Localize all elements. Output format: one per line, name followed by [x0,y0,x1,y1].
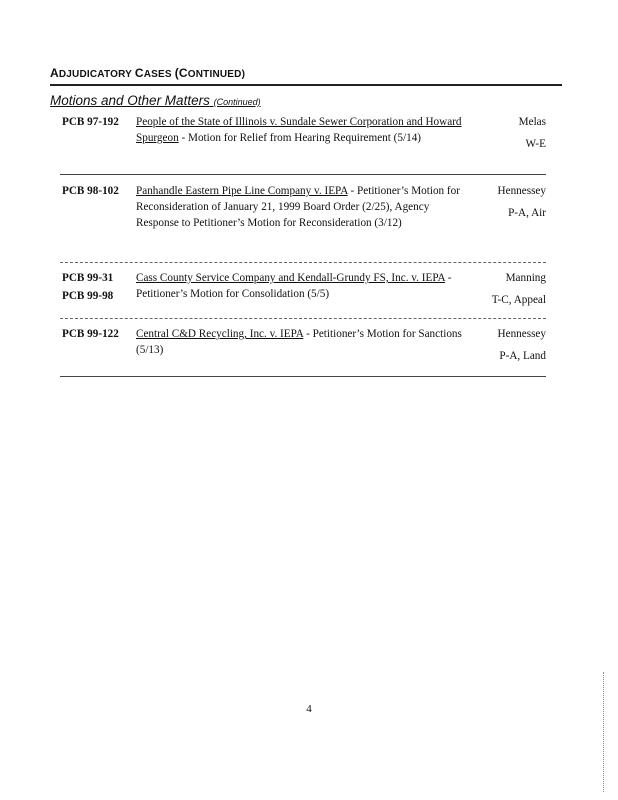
page-number: 4 [306,703,312,715]
hearing-officer: Melas [518,116,546,128]
header-letter-c: C [134,66,144,80]
case-numbers [62,270,132,306]
hearing-officer: Manning [505,272,546,284]
header-rule [50,84,562,86]
section-title [50,93,261,108]
header-text-2: ASES [143,69,175,80]
case-separator [60,318,546,319]
case-description [136,270,472,302]
case-numbers [62,114,132,132]
case-numbers [62,326,132,344]
case-description [136,183,472,231]
case-motion: - Motion for Relief from Hearing Requirement (5/14) [178,132,422,144]
hearing-officer: Hennessey [497,328,546,340]
case-motion: - Petitioner’s Motion for Reconsideration of January 21, 1999 Board Order (2/25), Agency Response to Petitioner’s Motion for Reconsideration (3/12) [136,185,460,229]
case-motion: - Petitioner’s Motion for Consolidation (5/5) [136,272,452,300]
header-letter-a: A [50,66,59,80]
case-separator [60,174,546,175]
case-assignment [456,326,546,370]
page-header [50,66,562,80]
case-description [136,326,472,358]
case-number: PCB 97-192 [62,116,119,128]
section-continued: (Continued) [213,97,261,107]
case-type: T-C, Appeal [491,294,546,306]
case-title-link[interactable]: Panhandle Eastern Pipe Line Company v. IEPA [136,185,348,197]
section-title-text: Motions and Other Matters [50,93,210,108]
header-paren: (C [174,66,188,80]
case-assignment [456,270,546,314]
case-title-link[interactable]: Central C&D Recycling, Inc. v. IEPA [136,328,304,340]
case-assignment [456,114,546,158]
case-assignment [456,183,546,227]
case-number: PCB 98-102 [62,185,119,197]
case-numbers [62,183,132,201]
header-text-3: ONTINUED) [187,69,246,80]
header-text-1: DJUDICATORY [58,69,135,80]
scan-edge-line [603,672,604,792]
hearing-officer: Hennessey [497,185,546,197]
case-number: PCB 99-31 [62,272,114,284]
case-title-link[interactable]: People of the State of Illinois v. Sundale Sewer Corporation and Howard Spurgeon [136,116,462,144]
case-type: P-A, Land [499,350,546,362]
case-type: P-A, Air [508,207,546,219]
case-separator [60,376,546,377]
case-description [136,114,472,146]
case-number: PCB 99-98 [62,290,114,302]
case-motion: - Petitioner’s Motion for Sanctions (5/13) [136,328,462,356]
case-type: W-E [525,138,546,150]
case-number: PCB 99-122 [62,328,119,340]
case-title-link[interactable]: Cass County Service Company and Kendall-Grundy FS, Inc. v. IEPA [136,272,445,284]
case-separator [60,262,546,263]
